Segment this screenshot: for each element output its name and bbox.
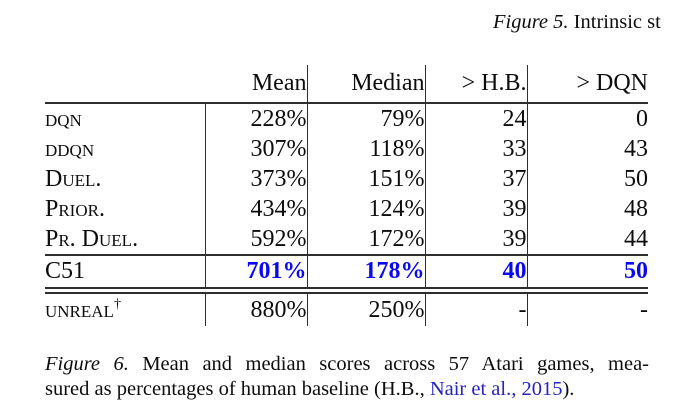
cell-gt-hb: -: [425, 293, 527, 326]
figure5-text: Intrinsic st: [568, 11, 661, 33]
cell-mean: 434%: [205, 194, 307, 224]
row-label: Pr. Duel.: [45, 225, 139, 252]
table-row-duel: [45, 164, 648, 194]
cell-gt-hb: 24: [425, 103, 527, 134]
col-header-label: Median: [351, 70, 425, 96]
col-header-gt-dqn: [527, 65, 648, 103]
cell-gt-dqn: 43: [527, 134, 648, 164]
row-label: C51: [45, 255, 205, 288]
table-row-c51: [45, 255, 648, 288]
caption-line2: [45, 377, 649, 402]
cell-gt-hb: 40: [425, 255, 527, 288]
figure6-label: Figure 6.: [45, 353, 129, 375]
table-row-prior: [45, 194, 648, 224]
cell-median: 178%: [307, 255, 425, 288]
cell-gt-hb: 33: [425, 134, 527, 164]
figure6-results-table: [45, 65, 648, 326]
gt-symbol: >: [461, 70, 482, 96]
corner-cell: [45, 65, 205, 103]
row-label-text: unreal: [45, 296, 114, 323]
citation-link[interactable]: Nair et al., 2015: [429, 378, 563, 400]
cell-mean: 701%: [205, 255, 307, 288]
figure5-label: Figure 5.: [493, 11, 569, 33]
cell-gt-dqn: 48: [527, 194, 648, 224]
cell-mean: 307%: [205, 134, 307, 164]
caption-line1: [45, 352, 649, 377]
cell-mean: 373%: [205, 164, 307, 194]
table-row-dqn: [45, 103, 648, 134]
cell-gt-hb: 37: [425, 164, 527, 194]
caption-text-end: ).: [562, 378, 575, 400]
caption-text-line2: sured as percentages of human baseline (H.B.,: [45, 378, 430, 400]
row-label: ddqn: [45, 135, 95, 162]
cell-mean: 592%: [205, 224, 307, 255]
col-header-label: DQN: [596, 70, 648, 96]
cell-gt-hb: 39: [425, 224, 527, 255]
cell-median: 79%: [307, 103, 425, 134]
cell-median: 250%: [307, 293, 425, 326]
cell-gt-dqn: 0: [527, 103, 648, 134]
cell-mean: 880%: [205, 293, 307, 326]
table-header-row: [45, 65, 648, 103]
caption-text-line1: Mean and median scores across 57 Atari games, mea-: [128, 353, 649, 375]
col-header-mean: [205, 65, 307, 103]
cell-gt-dqn: 50: [527, 164, 648, 194]
cell-median: 151%: [307, 164, 425, 194]
table-row-ddqn: [45, 134, 648, 164]
cell-gt-dqn: -: [527, 293, 648, 326]
row-label: Prior.: [45, 195, 105, 222]
cell-median: 172%: [307, 224, 425, 255]
row-label: Duel.: [45, 165, 102, 192]
cell-gt-dqn: 50: [527, 255, 648, 288]
cell-gt-dqn: 44: [527, 224, 648, 255]
col-header-label: Mean: [251, 70, 307, 96]
cell-gt-hb: 39: [425, 194, 527, 224]
gt-symbol: >: [576, 70, 596, 96]
table-row-pr-duel: [45, 224, 648, 255]
dagger-superscript: †: [113, 296, 121, 312]
col-header-median: [307, 65, 425, 103]
table-row-unreal: [45, 293, 648, 326]
cell-mean: 228%: [205, 103, 307, 134]
row-label: [45, 293, 205, 326]
cell-median: 118%: [307, 134, 425, 164]
cell-median: 124%: [307, 194, 425, 224]
figure5-caption-fragment: [493, 11, 661, 34]
col-header-gt-hb: [425, 65, 527, 103]
figure6-caption: [45, 352, 649, 402]
col-header-label: H.B.: [481, 70, 527, 96]
row-label: dqn: [45, 105, 82, 132]
